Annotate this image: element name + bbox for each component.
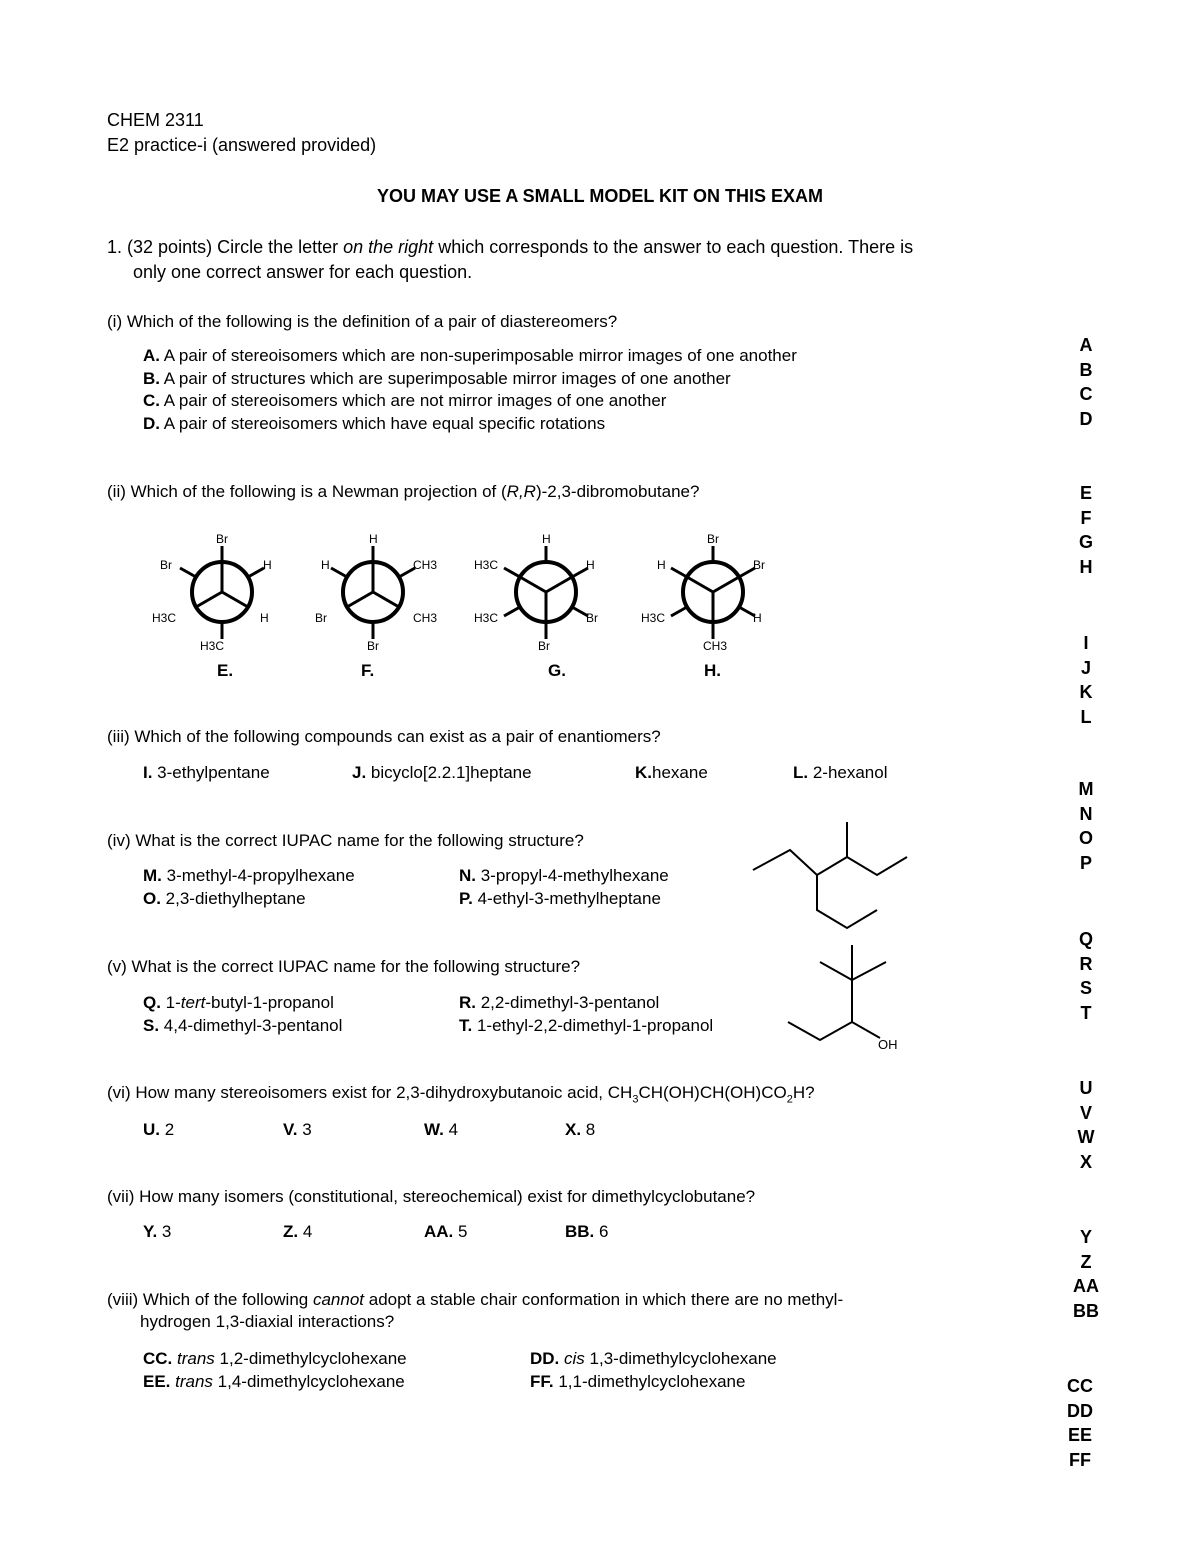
option-aa[interactable]: AA. 5 bbox=[424, 1222, 468, 1241]
newman-label-h: H. bbox=[704, 661, 721, 680]
answer-letter-dd[interactable]: DD bbox=[1067, 1400, 1093, 1421]
answer-letter-ee[interactable]: EE bbox=[1067, 1425, 1092, 1445]
answer-letter-e[interactable]: E bbox=[1079, 483, 1092, 503]
answer-letter-a[interactable]: A bbox=[1079, 335, 1093, 355]
answer-letter-o[interactable]: O bbox=[1078, 828, 1093, 848]
question-1-intro-line2: only one correct answer for each question. bbox=[133, 262, 473, 282]
option-o[interactable]: O. 2,3-diethylheptane bbox=[143, 889, 306, 908]
option-l[interactable]: L. 2-hexanol bbox=[793, 763, 888, 782]
option-j[interactable]: J. bicyclo[2.2.1]heptane bbox=[352, 763, 532, 782]
newman-f-ul: H bbox=[321, 558, 330, 572]
option-z[interactable]: Z. 4 bbox=[283, 1222, 313, 1241]
exam-subtitle: E2 practice-i (answered provided) bbox=[107, 135, 377, 155]
newman-e-top: Br bbox=[216, 532, 228, 546]
option-s[interactable]: S. 4,4-dimethyl-3-pentanol bbox=[143, 1016, 343, 1035]
answer-letter-t[interactable]: T bbox=[1080, 1002, 1092, 1023]
intro-text-b: which corresponds to the answer to each question. There is bbox=[433, 237, 914, 257]
question-v-prompt: (v) What is the correct IUPAC name for the following structure? bbox=[107, 957, 581, 976]
question-vi-prompt: (vi) How many stereoisomers exist for 2,3-dihydroxybutanoic acid, $CH_3CH(OH)CH(OH)CO_2H$? bbox=[107, 1083, 815, 1106]
option-b[interactable]: B. A pair of structures which are superimposable mirror images of one another bbox=[143, 368, 731, 388]
option-ff[interactable]: FF. 1,1-dimethylcyclohexane bbox=[530, 1372, 746, 1391]
option-cc[interactable]: CC. trans 1,2-dimethylcyclohexane bbox=[143, 1349, 407, 1368]
answer-letter-g[interactable]: G bbox=[1078, 532, 1093, 552]
answer-letter-c[interactable]: C bbox=[1079, 384, 1093, 404]
newman-f-ur: CH3 bbox=[413, 558, 438, 572]
newman-e-ur: H bbox=[263, 558, 272, 572]
newman-f-top: H bbox=[369, 532, 378, 546]
newman-f-bottom: Br bbox=[367, 639, 379, 653]
answer-letter-z[interactable]: Z bbox=[1080, 1251, 1092, 1272]
answer-letter-b[interactable]: B bbox=[1079, 359, 1093, 380]
newman-e-bottom: H3C bbox=[200, 639, 225, 653]
answer-letter-aa[interactable]: AA bbox=[1073, 1276, 1099, 1296]
option-dd[interactable]: DD. cis 1,3-dimethylcyclohexane bbox=[530, 1349, 777, 1368]
newman-g-top: H bbox=[542, 532, 551, 546]
skeletal-structure-v bbox=[780, 940, 920, 1055]
answer-letter-y[interactable]: Y bbox=[1079, 1227, 1092, 1247]
option-d[interactable]: D. A pair of stereoisomers which have equal specific rotations bbox=[143, 413, 606, 433]
newman-f[interactable] bbox=[315, 532, 437, 653]
question-number: 1. bbox=[107, 237, 123, 257]
answer-letter-cc[interactable]: CC bbox=[1067, 1376, 1093, 1396]
option-a[interactable]: A. A pair of stereoisomers which are non-superimposable mirror images of one another bbox=[143, 346, 797, 365]
option-x[interactable]: X. 8 bbox=[565, 1120, 596, 1139]
answer-letter-i[interactable]: I bbox=[1083, 633, 1089, 653]
answer-letter-h[interactable]: H bbox=[1079, 556, 1093, 577]
answer-letter-bb[interactable]: BB bbox=[1073, 1300, 1099, 1321]
question-viii-prompt-line2: hydrogen 1,3-diaxial interactions? bbox=[140, 1312, 395, 1331]
answer-column-iii bbox=[1056, 631, 1116, 729]
answer-column-v bbox=[1056, 927, 1116, 1025]
newman-g-ll: H3C bbox=[474, 611, 499, 625]
answer-letter-u[interactable]: U bbox=[1079, 1078, 1093, 1098]
answer-letter-r[interactable]: R bbox=[1079, 953, 1093, 974]
answer-letter-k[interactable]: K bbox=[1079, 682, 1093, 702]
newman-label-g: G. bbox=[548, 661, 566, 680]
question-iv-prompt: (iv) What is the correct IUPAC name for the following structure? bbox=[107, 831, 584, 850]
option-k[interactable]: K.hexane bbox=[635, 763, 708, 782]
answer-letter-j[interactable]: J bbox=[1080, 657, 1091, 678]
question-viii-prompt: (viii) Which of the following cannot adopt a stable chair conformation in which there are no methyl- bbox=[107, 1290, 844, 1309]
option-w[interactable]: W. 4 bbox=[424, 1120, 459, 1139]
newman-h[interactable] bbox=[641, 532, 765, 653]
answer-letter-q[interactable]: Q bbox=[1078, 929, 1093, 949]
option-ee[interactable]: EE. trans 1,4-dimethylcyclohexane bbox=[143, 1372, 405, 1391]
newman-f-lr: CH3 bbox=[413, 611, 438, 625]
newman-f-ll: Br bbox=[315, 611, 327, 625]
question-i-options bbox=[143, 345, 797, 435]
option-v[interactable]: V. 3 bbox=[283, 1120, 312, 1139]
answer-letter-f[interactable]: F bbox=[1080, 507, 1092, 528]
answer-letter-m[interactable]: M bbox=[1078, 779, 1094, 799]
option-p[interactable]: P. 4-ethyl-3-methylheptane bbox=[459, 889, 661, 908]
option-c[interactable]: C. A pair of stereoisomers which are not mirror images of one another bbox=[143, 391, 667, 410]
newman-h-ll: H3C bbox=[641, 611, 666, 625]
option-q[interactable]: Q. 1-tert-butyl-1-propanol bbox=[143, 993, 334, 1012]
answer-letter-s[interactable]: S bbox=[1079, 978, 1092, 998]
skeletal-structure-iv bbox=[745, 815, 920, 945]
newman-e-ll: H3C bbox=[152, 611, 177, 625]
newman-e-ul: Br bbox=[160, 558, 172, 572]
option-m[interactable]: M. 3-methyl-4-propylhexane bbox=[143, 866, 355, 885]
newman-label-e: E. bbox=[217, 661, 234, 680]
newman-label-f: F. bbox=[361, 661, 375, 680]
option-n[interactable]: N. 3-propyl-4-methylhexane bbox=[459, 866, 669, 885]
option-t[interactable]: T. 1-ethyl-2,2-dimethyl-1-propanol bbox=[459, 1016, 714, 1035]
option-y[interactable]: Y. 3 bbox=[143, 1222, 172, 1241]
answer-column-i bbox=[1056, 333, 1116, 431]
newman-g-lr: Br bbox=[586, 611, 598, 625]
answer-column-vii bbox=[1056, 1225, 1116, 1323]
option-i[interactable]: I. 3-ethylpentane bbox=[143, 763, 270, 782]
answer-letter-n[interactable]: N bbox=[1079, 803, 1093, 824]
answer-letter-p[interactable]: P bbox=[1079, 852, 1092, 873]
newman-g-ul: H3C bbox=[474, 558, 499, 572]
newman-h-lr: H bbox=[753, 611, 762, 625]
newman-e-lr: H bbox=[260, 611, 269, 625]
answer-column-vi bbox=[1056, 1076, 1116, 1174]
answer-column-viii bbox=[1050, 1374, 1110, 1472]
newman-e[interactable] bbox=[152, 532, 272, 653]
answer-letter-x[interactable]: X bbox=[1079, 1151, 1092, 1172]
answer-column-iv bbox=[1056, 777, 1116, 875]
question-i-prompt: (i) Which of the following is the definition of a pair of diastereomers? bbox=[107, 312, 618, 331]
option-u[interactable]: U. 2 bbox=[143, 1120, 175, 1139]
newman-h-ul: H bbox=[657, 558, 666, 572]
newman-g-ur: H bbox=[586, 558, 595, 572]
answer-letter-d[interactable]: D bbox=[1079, 408, 1093, 429]
answer-column-ii bbox=[1056, 481, 1116, 579]
question-vii-prompt: (vii) How many isomers (constitutional, stereochemical) exist for dimethylcyclobutane? bbox=[107, 1187, 756, 1206]
course-title: CHEM 2311 bbox=[107, 110, 204, 130]
intro-text-a: (32 points) Circle the letter bbox=[127, 237, 344, 257]
newman-h-bottom: CH3 bbox=[703, 639, 728, 653]
option-bb[interactable]: BB. 6 bbox=[565, 1222, 609, 1241]
answer-letter-l[interactable]: L bbox=[1080, 706, 1092, 727]
question-ii-prompt: (ii) Which of the following is a Newman projection of (R,R)-2,3-dibromobutane? bbox=[107, 482, 700, 501]
oh-label: OH bbox=[878, 1037, 898, 1052]
intro-emphasis: on the right bbox=[343, 237, 434, 257]
exam-notice: YOU MAY USE A SMALL MODEL KIT ON THIS EXAM bbox=[376, 186, 824, 206]
newman-h-top: Br bbox=[707, 532, 719, 546]
newman-g-bottom: Br bbox=[538, 639, 550, 653]
answer-letter-v[interactable]: V bbox=[1079, 1102, 1092, 1123]
newman-g[interactable] bbox=[474, 532, 598, 653]
option-r[interactable]: R. 2,2-dimethyl-3-pentanol bbox=[459, 993, 660, 1012]
question-1-intro bbox=[107, 237, 913, 258]
answer-letter-ff[interactable]: FF bbox=[1069, 1449, 1091, 1470]
newman-projections bbox=[140, 525, 780, 685]
answer-letter-w[interactable]: W bbox=[1077, 1127, 1095, 1147]
question-iii-prompt: (iii) Which of the following compounds can exist as a pair of enantiomers? bbox=[107, 727, 661, 746]
newman-h-ur: Br bbox=[753, 558, 765, 572]
